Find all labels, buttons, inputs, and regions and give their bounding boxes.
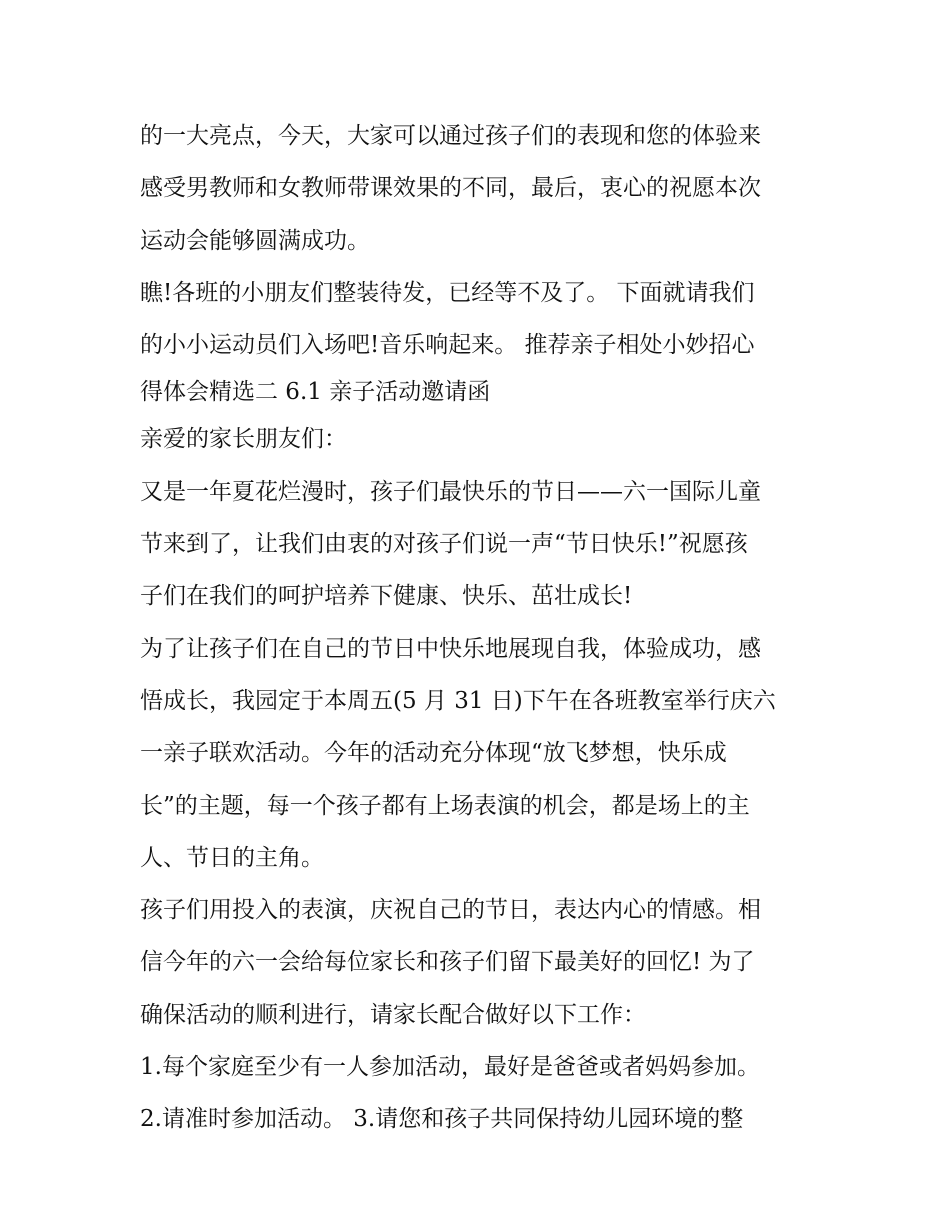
document-body bbox=[140, 110, 820, 1146]
text-line: 1.每个家庭至少有一人参加活动，最好是爸爸或者妈妈参加。 bbox=[140, 1054, 760, 1081]
text-line: 的一大亮点，今天，大家可以通过孩子们的表现和您的体验来 bbox=[140, 123, 761, 149]
text-line: 确保活动的顺利进行，请家长配合做好以下工作： bbox=[140, 1001, 646, 1028]
text-line: 一亲子联欢活动。今年的活动充分体现“放飞梦想，快乐成 bbox=[140, 740, 727, 767]
text-line: 得体会精选二 6.1 亲子活动邀请函 bbox=[140, 379, 491, 406]
text-line: 人、节日的主角。 bbox=[140, 844, 324, 871]
text-line: 2.请准时参加活动。 3.请您和孩子共同保持幼儿园环境的整 bbox=[140, 1106, 744, 1133]
text-line: 的小小运动员们入场吧!音乐响起来。 推荐亲子相处小妙招心 bbox=[140, 332, 755, 359]
text-line: 瞧!各班的小朋友们整装待发，已经等不及了。 下面就请我们 bbox=[140, 279, 755, 306]
text-line: 运动会能够圆满成功。 bbox=[140, 227, 370, 254]
text-line: 信今年的六一会给每位家长和孩子们留下最美好的回忆! 为了 bbox=[140, 949, 755, 976]
text-line: 又是一年夏花烂漫时，孩子们最快乐的节日——六一国际儿童 bbox=[140, 478, 761, 505]
text-line: 悟成长，我园定于本周五(5 月 31 日)下午在各班教室举行庆六 bbox=[140, 687, 776, 714]
text-line: 子们在我们的呵护培养下健康、快乐、茁壮成长! bbox=[140, 583, 633, 610]
text-line: 感受男教师和女教师带课效果的不同，最后，衷心的祝愿本次 bbox=[140, 175, 761, 202]
text-line: 长”的主题，每一个孩子都有上场表演的机会，都是场上的主 bbox=[140, 792, 750, 819]
text-line: 孩子们用投入的表演，庆祝自己的节日，表达内心的情感。相 bbox=[140, 897, 761, 924]
text-line: 节来到了，让我们由衷的对孩子们说一声“节日快乐!”祝愿孩 bbox=[140, 531, 748, 558]
text-line: 为了让孩子们在自己的节日中快乐地展现自我，体验成功，感 bbox=[140, 635, 761, 662]
text-line: 亲爱的家长朋友们： bbox=[140, 426, 347, 453]
